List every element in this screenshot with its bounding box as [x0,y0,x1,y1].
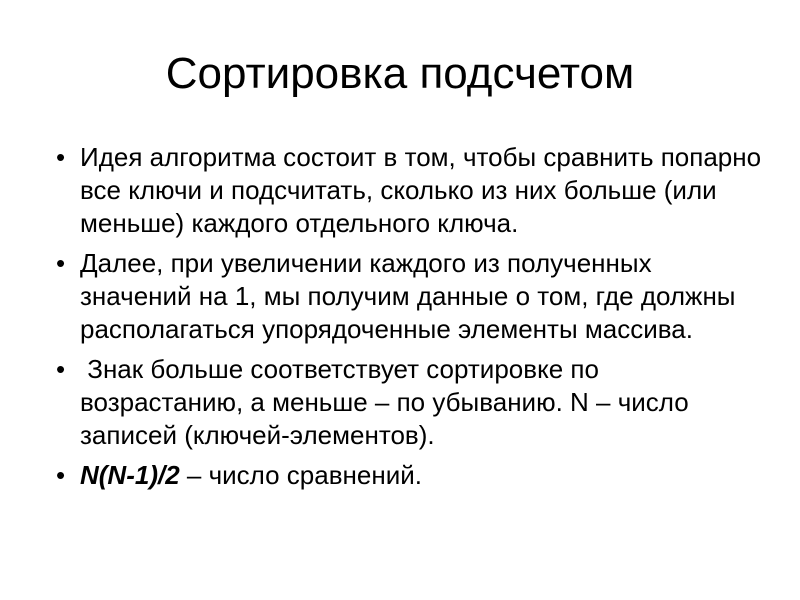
formula-description: – число сравнений. [179,460,422,490]
bullet-text: Знак больше соответствует сортировке по возрастанию, а меньше – по убыванию. N – число записей (ключей-элементов). [80,354,696,450]
bullet-item [38,353,768,452]
bullet-marker: • [56,460,66,490]
bullet-marker: • [56,248,66,278]
bullet-item [38,141,768,240]
bullet-marker: • [56,354,66,384]
bullet-text-compound [80,459,768,492]
bullet-marker: • [56,142,66,172]
slide-title: Сортировка подсчетом [165,49,635,98]
bullet-item [38,459,768,492]
bullet-item [38,247,768,346]
bullet-list [38,141,768,499]
bullet-text: Далее, при увеличении каждого из полученных значений на 1, мы получим данные о том, где должны располагаться упорядоченные элементы массива. [80,248,736,344]
formula-emphasis: N(N-1)/2 [80,460,180,490]
bullet-text: Идея алгоритма состоит в том, чтобы сравнить попарно все ключи и подсчитать, сколько из них больше (или меньше) каждого отдельного ключа. [80,142,762,238]
